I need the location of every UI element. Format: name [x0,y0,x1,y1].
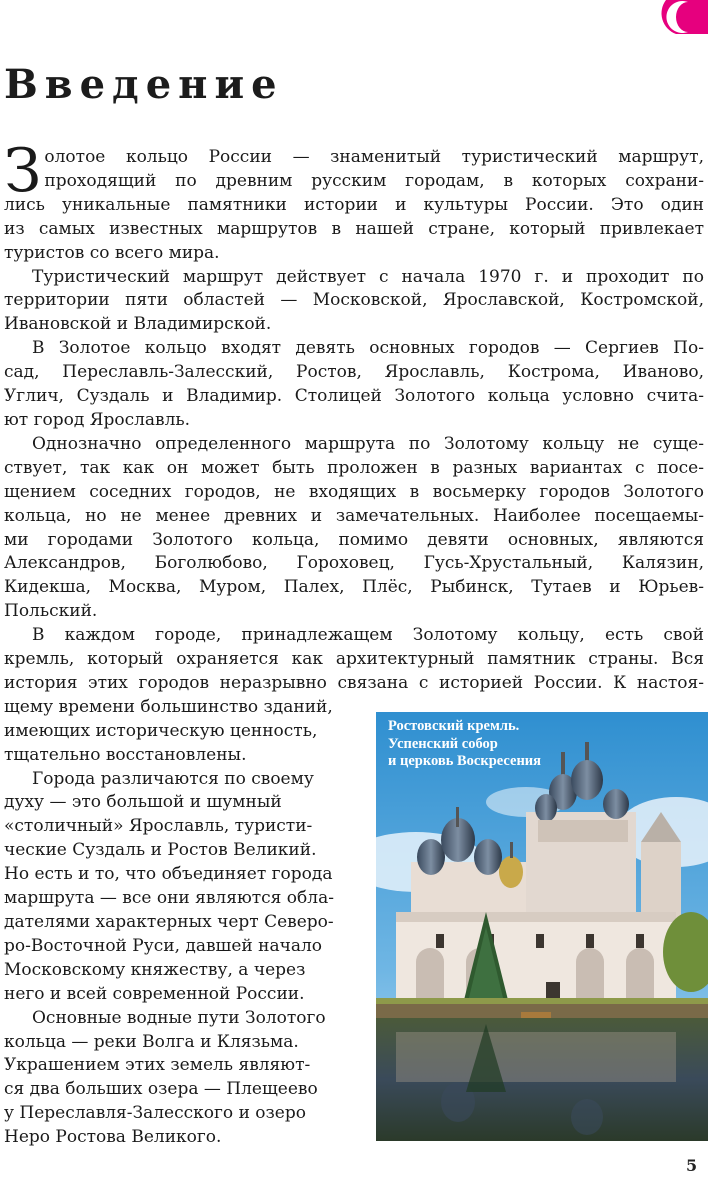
text-line: Кидекша, Москва, Муром, Палех, Плёс, Рыбинск, Тутаев и Юрьев- [4,577,704,598]
page-title: Введение [4,61,284,108]
paragraph [4,433,704,624]
text-line: него и всей современной России. [4,983,305,1004]
caption-line: Ростовский кремль. [388,718,520,734]
kremlin-illustration [376,712,708,1141]
text-line: из самых известных маршрутов в нашей стране, который привлекает [4,218,704,239]
text-line: «столичный» Ярославль, туристи- [4,816,313,837]
text-line: у Переславля-Залесского и озеро [4,1103,306,1124]
text-line: Углич, Суздаль и Владимир. Столицей Золотого кольца условно счита- [4,386,704,407]
text-line: проходящий по древним русским городам, в которых сохрани- [44,170,704,191]
photo-caption [388,718,541,771]
text-line: духу — это большой и шумный [4,792,282,813]
text-line: В каждом городе, принадлежащем Золотому кольцу, есть свой [32,625,704,646]
paragraph [4,136,704,266]
text-line: ми городами Золотого кольца, помимо девяти основных, являются [4,529,704,550]
drop-cap: З [4,136,42,206]
text-line: Туристический маршрут действует с начала 1970 г. и проходит по [32,266,704,287]
text-line: история этих городов неразрывно связана с историей России. К настоя- [4,672,704,693]
text-line: В Золотое кольцо входят девять основных городов — Сергиев По- [32,338,704,359]
text-line: Неро Ростова Великого. [4,1127,222,1148]
text-line: туристов со всего мира. [4,242,220,263]
text-line: кольца, но не менее древних и замечательных. Наиболее посещаемы- [4,505,704,526]
text-line: Польский. [4,601,98,622]
text-line: сад, Переславль-Залесский, Ростов, Ярославль, Кострома, Иваново, [4,362,704,383]
caption-line: и церковь Воскресения [388,753,542,769]
kremlin-photo [376,712,708,1141]
text-line: тщательно восстановлены. [4,744,247,765]
text-line: Московскому княжеству, а через [4,959,306,980]
text-line: ствует, так как он может быть проложен в разных вариантах с посе- [4,457,704,478]
text-line: Однозначно определенного маршрута по Золотому кольцу не суще- [32,433,704,454]
text-line: Но есть и то, что объединяет города [4,864,333,885]
text-line: ческие Суздаль и Ростов Великий. [4,840,317,861]
text-line: кремль, который охраняется как архитектурный памятник страны. Вся [4,649,704,670]
text-line: щением соседних городов, не входящих в восьмерку городов Золотого [4,481,704,502]
text-line: имеющих историческую ценность, [4,720,318,741]
text-line: Города различаются по своему [32,768,314,789]
text-line: ют город Ярославль. [4,409,191,430]
paragraph [4,266,704,338]
text-line: ся два больших озера — Плещеево [4,1079,318,1100]
text-line: Ивановской и Владимирской. [4,314,272,335]
caption-line: Успенский собор [388,735,498,752]
text-line: Украшением этих земель являют- [4,1055,311,1076]
text-line: территории пяти областей — Московской, Ярославской, Костромской, [4,290,704,311]
text-line: щему времени большинство зданий, [4,696,333,717]
text-line: ро-Восточной Руси, давшей начало [4,935,323,956]
text-line: кольца — реки Волга и Клязьма. [4,1031,299,1052]
paragraph [4,337,704,433]
text-line: Основные водные пути Золотого [32,1007,326,1028]
text-line: дателями характерных черт Северо- [4,912,334,932]
page-number: 5 [686,1156,698,1175]
text-line: олотое кольцо России — знаменитый туристический маршрут, [44,147,704,167]
text-line: маршрута — все они являются обла- [4,888,334,909]
text-line: Александров, Боголюбово, Гороховец, Гусь-Хрустальный, Калязин, [4,553,704,574]
crescent-logo-icon [658,0,708,34]
text-line: лись уникальные памятники истории и культуры России. Это один [4,194,704,215]
